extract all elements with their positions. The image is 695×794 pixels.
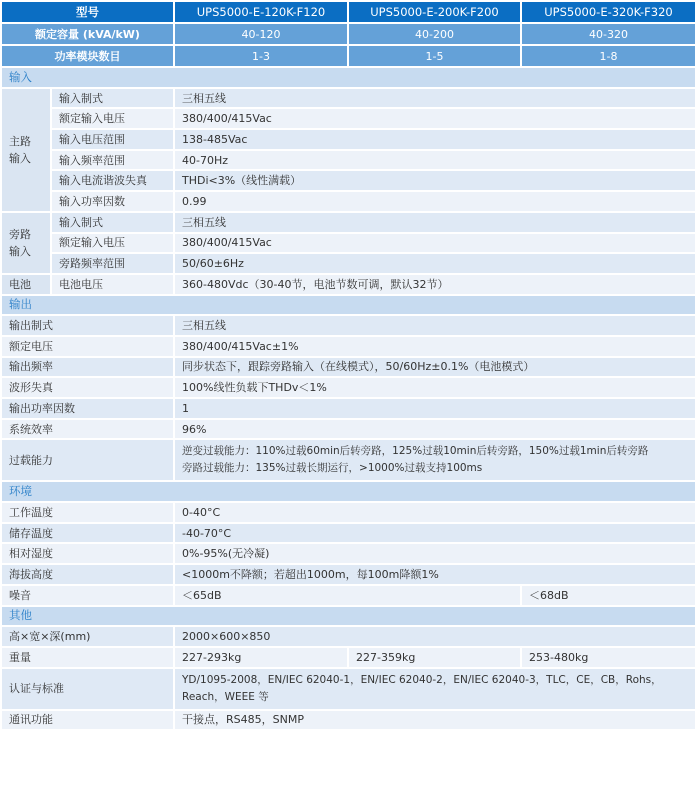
spec-row-noise bbox=[1, 585, 695, 606]
modules-value: 1-3 bbox=[174, 45, 348, 67]
spec-label: 额定输入电压 bbox=[51, 233, 174, 254]
section-title: 输出 bbox=[1, 295, 695, 316]
spec-value: <1000m不降额；若超出1000m，每100m降额1% bbox=[174, 564, 695, 585]
spec-row bbox=[1, 88, 695, 109]
spec-value: ＜68dB bbox=[521, 585, 695, 606]
spec-row bbox=[1, 398, 695, 419]
modules-label: 功率模块数目 bbox=[1, 45, 174, 67]
spec-value: 2000×600×850 bbox=[174, 626, 695, 647]
spec-row bbox=[1, 212, 695, 233]
section-input bbox=[1, 67, 695, 88]
spec-label: 通讯功能 bbox=[1, 710, 174, 731]
spec-value: 360-480Vdc（30-40节，电池节数可调，默认32节） bbox=[174, 274, 695, 295]
spec-row bbox=[1, 668, 695, 710]
spec-row bbox=[1, 253, 695, 274]
capacity-value: 40-200 bbox=[348, 23, 521, 45]
spec-value: 三相五线 bbox=[174, 88, 695, 109]
section-environment bbox=[1, 481, 695, 502]
spec-value: 253-480kg bbox=[521, 647, 695, 668]
spec-row bbox=[1, 502, 695, 523]
spec-label: 输出制式 bbox=[1, 315, 174, 336]
spec-label: 输入电压范围 bbox=[51, 129, 174, 150]
spec-row bbox=[1, 626, 695, 647]
spec-label: 认证与标准 bbox=[1, 668, 174, 710]
capacity-value: 40-120 bbox=[174, 23, 348, 45]
spec-value: 96% bbox=[174, 419, 695, 440]
capacity-label: 额定容量 (kVA/kW) bbox=[1, 23, 174, 45]
modules-value: 1-8 bbox=[521, 45, 695, 67]
spec-row bbox=[1, 108, 695, 129]
modules-value: 1-5 bbox=[348, 45, 521, 67]
model-name: UPS5000-E-200K-F200 bbox=[348, 1, 521, 23]
spec-value: 380/400/415Vac bbox=[174, 233, 695, 254]
spec-value: 同步状态下，跟踪旁路输入（在线模式），50/60Hz±0.1%（电池模式） bbox=[174, 357, 695, 378]
spec-label: 旁路频率范围 bbox=[51, 253, 174, 274]
spec-row bbox=[1, 336, 695, 357]
spec-label: 工作温度 bbox=[1, 502, 174, 523]
spec-row bbox=[1, 419, 695, 440]
spec-row-weight bbox=[1, 647, 695, 668]
spec-value: 138-485Vac bbox=[174, 129, 695, 150]
spec-row bbox=[1, 170, 695, 191]
overload-line: 逆变过载能力：110%过载60min后转旁路，125%过载10min后转旁路，150%过载1min后转旁路 bbox=[182, 445, 649, 458]
section-output bbox=[1, 295, 695, 316]
spec-value: 三相五线 bbox=[174, 212, 695, 233]
spec-row bbox=[1, 377, 695, 398]
spec-label: 海拔高度 bbox=[1, 564, 174, 585]
capacity-row bbox=[1, 23, 695, 45]
section-other bbox=[1, 606, 695, 627]
spec-value: ＜65dB bbox=[174, 585, 521, 606]
spec-label: 重量 bbox=[1, 647, 174, 668]
spec-row bbox=[1, 191, 695, 212]
section-title: 环境 bbox=[1, 481, 695, 502]
spec-value: 380/400/415Vac bbox=[174, 108, 695, 129]
spec-value: 干接点，RS485，SNMP bbox=[174, 710, 695, 731]
spec-row bbox=[1, 523, 695, 544]
spec-row bbox=[1, 274, 695, 295]
model-label: 型号 bbox=[1, 1, 174, 23]
model-name: UPS5000-E-320K-F320 bbox=[521, 1, 695, 23]
group-bypass-input: 旁路 输入 bbox=[1, 212, 51, 274]
section-title: 其他 bbox=[1, 606, 695, 627]
model-name: UPS5000-E-120K-F120 bbox=[174, 1, 348, 23]
group-main-input: 主路 输入 bbox=[1, 88, 51, 212]
spec-value: 0-40°C bbox=[174, 502, 695, 523]
spec-value: 227-359kg bbox=[348, 647, 521, 668]
spec-row bbox=[1, 233, 695, 254]
spec-value: 40-70Hz bbox=[174, 150, 695, 171]
spec-value: 380/400/415Vac±1% bbox=[174, 336, 695, 357]
spec-label: 储存温度 bbox=[1, 523, 174, 544]
spec-value: 100%线性负载下THDv＜1% bbox=[174, 377, 695, 398]
spec-row bbox=[1, 315, 695, 336]
spec-row bbox=[1, 564, 695, 585]
spec-label: 高×宽×深(mm) bbox=[1, 626, 174, 647]
model-header-row bbox=[1, 1, 695, 23]
section-title: 输入 bbox=[1, 67, 695, 88]
spec-label: 额定电压 bbox=[1, 336, 174, 357]
spec-label: 输入制式 bbox=[51, 88, 174, 109]
spec-value: 1 bbox=[174, 398, 695, 419]
spec-value: 0%-95%(无冷凝) bbox=[174, 543, 695, 564]
spec-label: 系统效率 bbox=[1, 419, 174, 440]
spec-value: 50/60±6Hz bbox=[174, 253, 695, 274]
spec-value: 227-293kg bbox=[174, 647, 348, 668]
spec-label: 电池电压 bbox=[51, 274, 174, 295]
spec-label: 输入功率因数 bbox=[51, 191, 174, 212]
spec-value: THDi<3%（线性满载） bbox=[174, 170, 695, 191]
capacity-value: 40-320 bbox=[521, 23, 695, 45]
spec-label: 相对湿度 bbox=[1, 543, 174, 564]
spec-row bbox=[1, 357, 695, 378]
spec-row bbox=[1, 710, 695, 731]
spec-label: 噪音 bbox=[1, 585, 174, 606]
spec-row bbox=[1, 129, 695, 150]
spec-label: 输出功率因数 bbox=[1, 398, 174, 419]
spec-label: 额定输入电压 bbox=[51, 108, 174, 129]
spec-value bbox=[174, 439, 695, 481]
spec-row bbox=[1, 543, 695, 564]
spec-label: 输入电流谐波失真 bbox=[51, 170, 174, 191]
spec-label: 波形失真 bbox=[1, 377, 174, 398]
spec-value: -40-70°C bbox=[174, 523, 695, 544]
spec-row bbox=[1, 150, 695, 171]
spec-value: YD/1095-2008，EN/IEC 62040-1，EN/IEC 62040-2，EN/IEC 62040-3，TLC，CE，CB，Rohs，Reach，WEEE 等 bbox=[174, 668, 695, 710]
spec-label: 输入制式 bbox=[51, 212, 174, 233]
modules-row bbox=[1, 45, 695, 67]
spec-label: 输出频率 bbox=[1, 357, 174, 378]
overload-line: 旁路过载能力：135%过载长期运行，>1000%过载支持100ms bbox=[182, 462, 483, 475]
spec-value: 0.99 bbox=[174, 191, 695, 212]
spec-value: 三相五线 bbox=[174, 315, 695, 336]
spec-label: 过载能力 bbox=[1, 439, 174, 481]
group-battery: 电池 bbox=[1, 274, 51, 295]
spec-row-overload bbox=[1, 439, 695, 481]
spec-label: 输入频率范围 bbox=[51, 150, 174, 171]
